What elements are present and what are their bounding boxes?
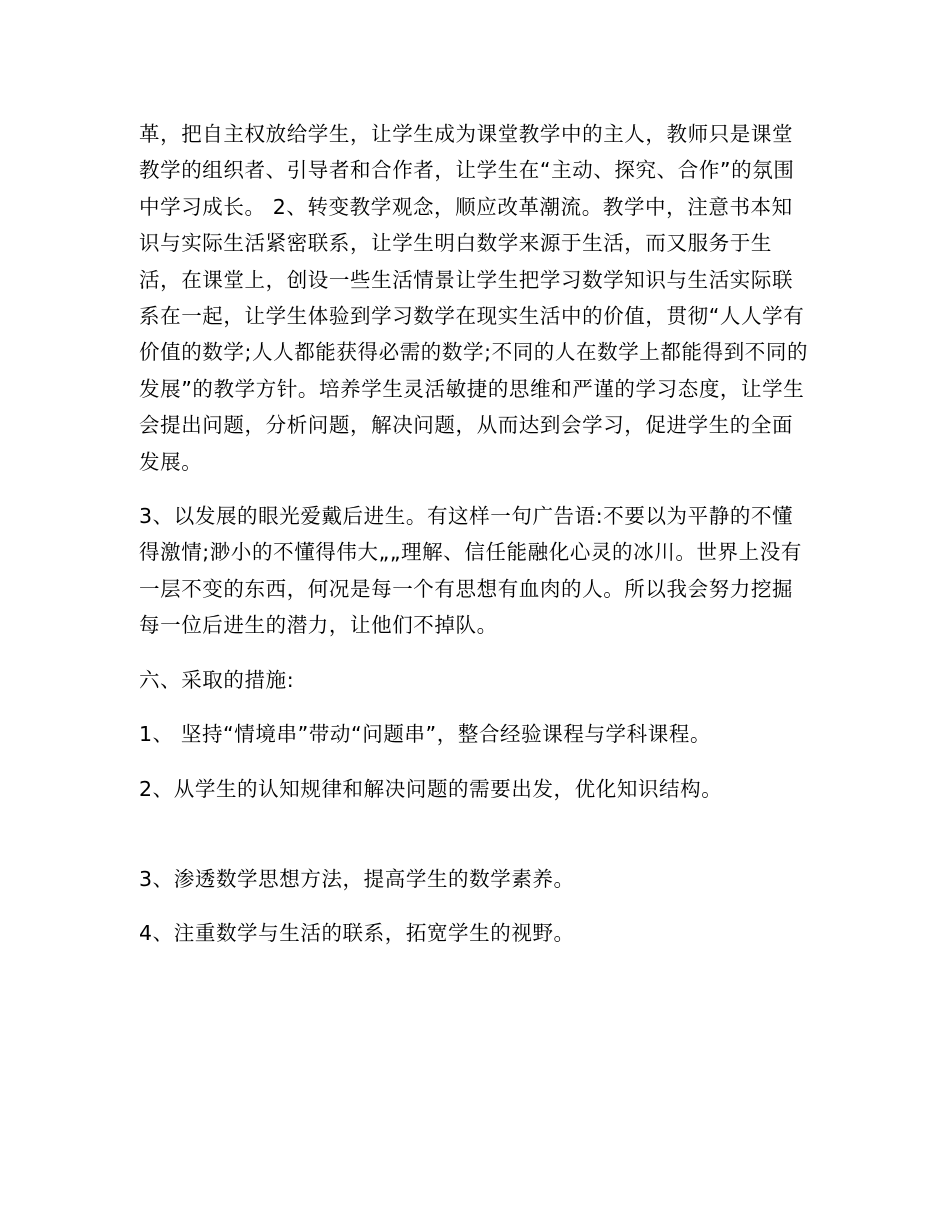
section-heading-measures: 六、采取的措施:: [139, 667, 295, 692]
paragraph-underachievers: 3、以发展的眼光爱戴后进生。有这样一句广告语:不要以为平静的不懂得激情;渺小的不懂得伟大„„理解、信任能融化心灵的冰川。世界上没有一层不变的东西，何况是每一个有思想有血肉的人。所以我会努力挖掘每一位后进生的潜力，让他们不掉队。: [139, 504, 802, 638]
measure-item-4: 4、注重数学与生活的联系，拓宽学生的视野。: [139, 921, 575, 946]
measure-item-2: 2、从学生的认知规律和解决问题的需要出发，优化知识结构。: [139, 776, 723, 801]
measure-item-1: 1、 坚持“情境串”带动“问题串”，整合经验课程与学科课程。: [139, 722, 712, 747]
document-body: [139, 116, 811, 970]
paragraph-teaching-reform: 革，把自主权放给学生，让学生成为课堂教学中的主人，教师只是课堂教学的组织者、引导者和合作者，让学生在“主动、探究、合作”的氛围中学习成长。 2、转变教学观念，顺应改革潮流。教学中，注意书本知识与实际生活紧密联系，让学生明白数学来源于生活，而又服务于生活，在课堂上，创设一些生活情景让学生把学习数学知识与生活实际联系在一起，让学生体验到学习数学在现实生活中的价值，贯彻“人人学有价值的数学;人人都能获得必需的数学;不同的人在数学上都能得到不同的发展”的教学方针。培养学生灵活敏捷的思维和严谨的学习态度，让学生会提出问题，分析问题，解决问题，从而达到会学习，促进学生的全面发展。: [139, 122, 809, 474]
measure-item-3: 3、渗透数学思想方法，提高学生的数学素养。: [139, 866, 575, 891]
